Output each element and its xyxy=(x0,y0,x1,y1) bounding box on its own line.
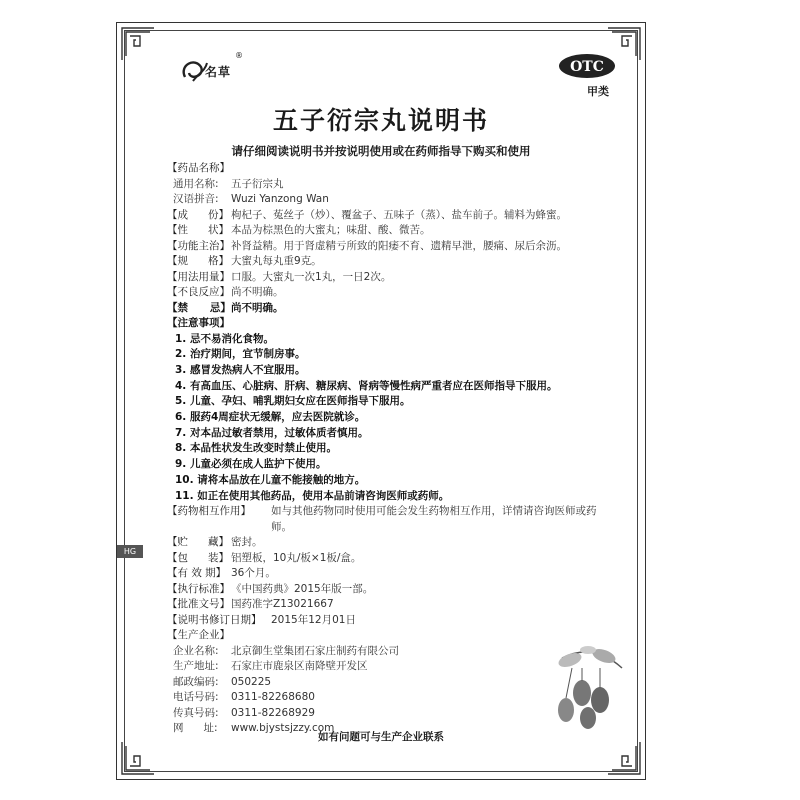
leaflet-sheet xyxy=(116,22,646,780)
info-row: 电话号码: 0311-82268680 xyxy=(173,691,315,704)
info-row: 【说明书修订日期】 2015年12月01日 xyxy=(167,613,356,626)
page-subtitle: 请仔细阅读说明书并按说明使用或在药师指导下购买和使用 xyxy=(231,144,531,158)
info-row: 【性 状】 本品为棕黑色的大蜜丸；味甜、酸、微苦。 xyxy=(167,224,431,236)
list-item: 5. 儿童、孕妇、哺乳期妇女应在医师指导下服用。 xyxy=(175,395,411,408)
list-item: 7. 对本品过敏者禁用，过敏体质者慎用。 xyxy=(175,426,369,439)
info-row: 【禁 忌】 尚不明确。 xyxy=(167,301,284,314)
otc-badge xyxy=(557,51,617,81)
list-item: 8. 本品性状发生改变时禁止使用。 xyxy=(175,442,337,455)
side-tab: HG xyxy=(117,545,143,558)
info-row: 【功能主治】 补肾益精。用于肾虚精亏所致的阳痿不育、遗精早泄，腰痛、尿后余沥。 xyxy=(167,239,567,252)
corner-ornament-icon xyxy=(606,740,642,776)
list-item: 10. 请将本品放在儿童不能接触的地方。 xyxy=(175,473,366,486)
info-row: 【贮 藏】 密封。 xyxy=(167,536,263,549)
info-row: 汉语拼音: Wuzi Yanzong Wan xyxy=(173,193,329,205)
info-row: 【有 效 期】 36个月。 xyxy=(167,567,276,580)
info-row: 【规 格】 大蜜丸每丸重9克。 xyxy=(167,255,322,267)
info-row: 企业名称: 北京御生堂集团石家庄制药有限公司 xyxy=(173,644,399,657)
info-row: 【用法用量】 口服。大蜜丸一次1丸，一日2次。 xyxy=(167,270,392,283)
info-row: 【药物相互作用】 如与其他药物同时使用可能会发生药物相互作用，详情请咨询医师或药师。 xyxy=(167,505,597,533)
section-header: 【注意事项】 xyxy=(167,317,230,329)
list-item: 6. 服药4周症状无缓解，应去医院就诊。 xyxy=(175,411,366,424)
list-item: 4. 有高血压、心脏病、肝病、糖尿病、肾病等慢性病严重者应在医师指导下服用。 xyxy=(175,379,558,392)
info-row: 【成 份】 枸杞子、菟丝子（炒）、覆盆子、五味子（蒸）、盐车前子。辅料为蜂蜜。 xyxy=(167,208,567,221)
list-item: 9. 儿童必须在成人监护下使用。 xyxy=(175,458,327,471)
registered-mark: ® xyxy=(235,51,243,60)
section-header: 【药品名称】 xyxy=(167,162,230,174)
info-row: 通用名称: 五子衍宗丸 xyxy=(173,177,284,190)
info-row: 【不良反应】 尚不明确。 xyxy=(167,286,284,298)
otc-category: 甲类 xyxy=(587,85,609,98)
info-row: 【包 装】 铝塑板，10丸/板×1板/盒。 xyxy=(167,551,362,564)
goji-berry-illustration-icon xyxy=(542,638,632,738)
info-row: 传真号码: 0311-82268929 xyxy=(173,706,315,719)
notes-list xyxy=(167,332,612,505)
website-link: www.bjystsjzzy.com xyxy=(231,722,335,735)
page-title: 五子衍宗丸说明书 xyxy=(272,106,489,135)
info-row: 【批准文号】 国药准字Z13021667 xyxy=(167,598,334,611)
list-item: 1. 忌不易消化食物。 xyxy=(175,332,274,345)
info-row: 生产地址: 石家庄市鹿泉区南降壁开发区 xyxy=(173,660,368,673)
corner-ornament-icon xyxy=(120,740,156,776)
list-item: 11. 如正在使用其他药品，使用本品前请咨询医师或药师。 xyxy=(175,489,450,502)
list-item: 3. 感冒发热病人不宜服用。 xyxy=(175,363,306,376)
corner-ornament-icon xyxy=(120,26,156,62)
info-row: 【执行标准】 《中国药典》2015年版一部。 xyxy=(167,582,374,595)
list-item: 2. 治疗期间，宜节制房事。 xyxy=(175,348,306,361)
otc-text: OTC xyxy=(570,59,604,75)
footer-contact-note: 如有问题可与生产企业联系 xyxy=(318,731,444,743)
section-header: 【生产企业】 xyxy=(167,629,230,642)
brand-name: 名草 xyxy=(205,65,232,79)
info-row: 网 址: www.bjystsjzzy.com xyxy=(167,721,612,737)
info-row: 邮政编码: 050225 xyxy=(173,675,272,688)
